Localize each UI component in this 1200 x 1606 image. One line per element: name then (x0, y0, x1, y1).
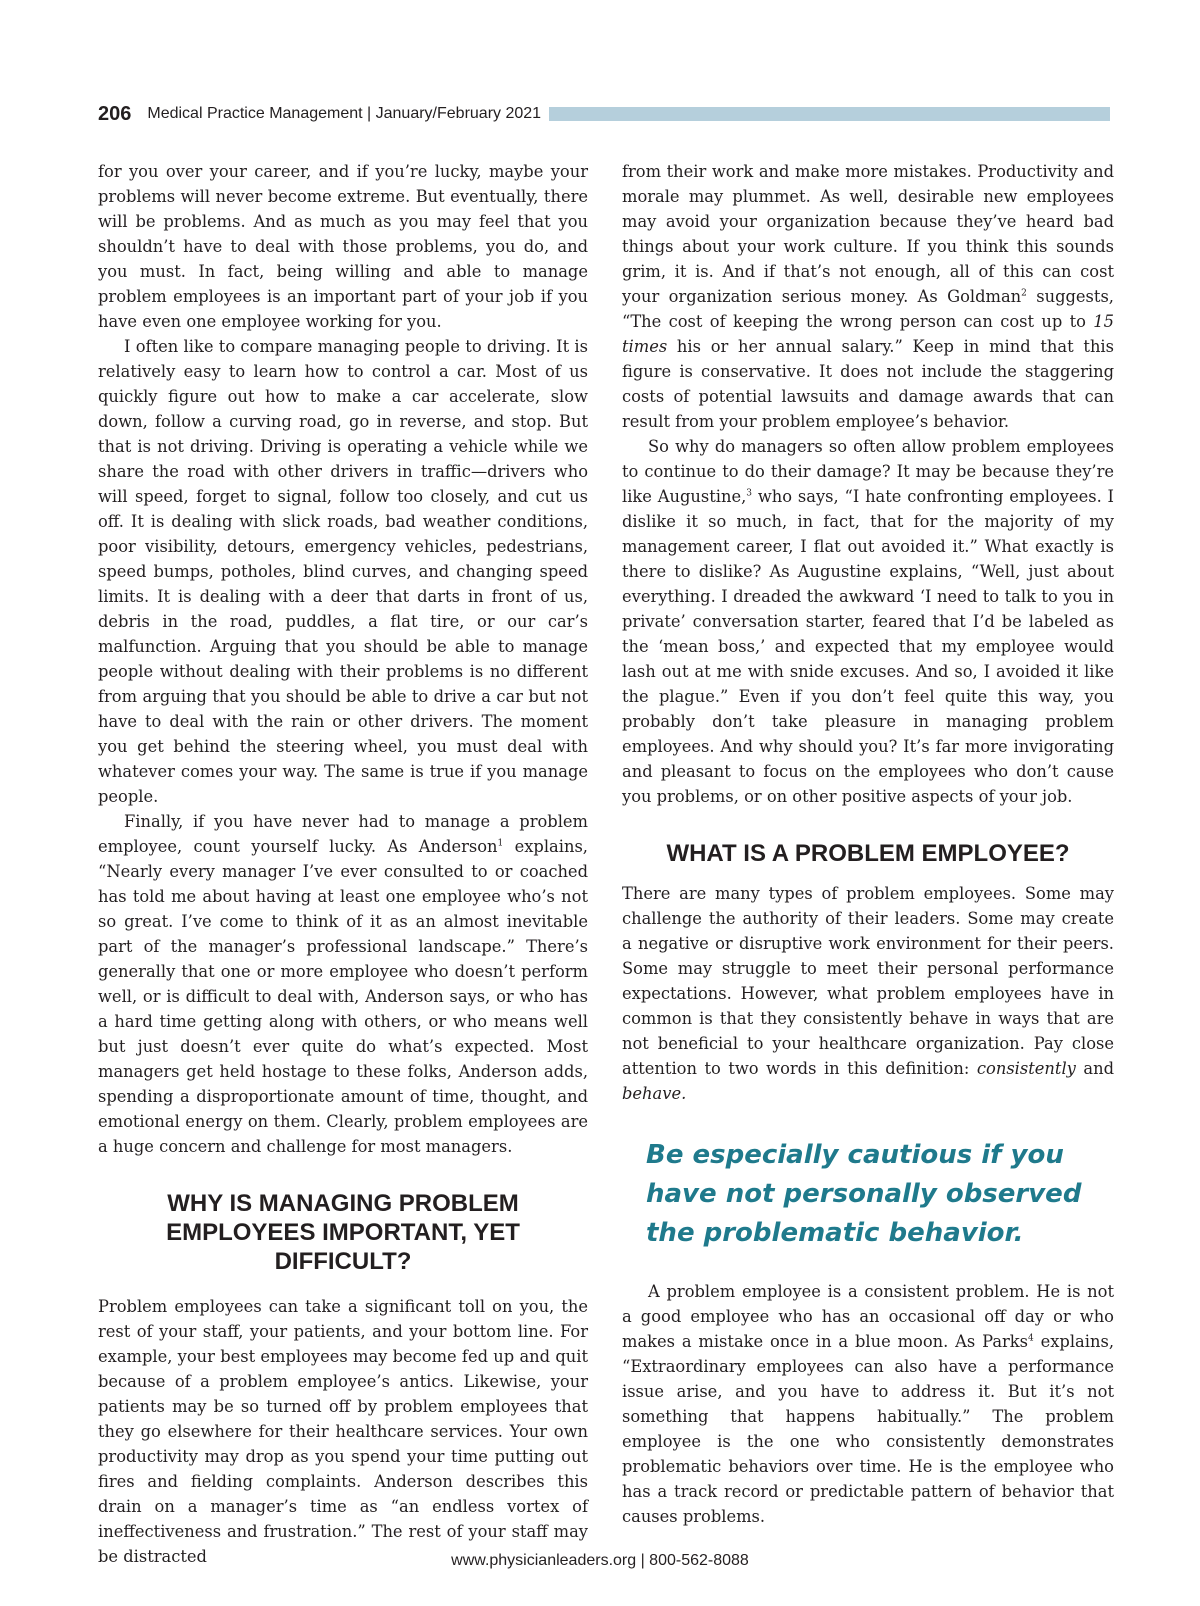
paragraph: from their work and make more mistakes. Productivity and morale may plummet. As well, desirable new employees may avoid your organization because they’ve heard bad things about your work culture. If you think this sounds grim, it is. And if that’s not enough, all of this can cost your organization serious money. As Goldman$^2$ suggests, “The cost of keeping the wrong person can cost up to 15 times his or her annual salary.” Keep in mind that this figure is conservative. It does not include the staggering costs of potential lawsuits and damage awards that can result from your problem employee’s behavior. (622, 162, 1114, 431)
left-column (98, 159, 588, 1569)
section-heading: WHAT IS A PROBLEM EMPLOYEE? (666, 840, 1070, 867)
citation-ref: 1 (497, 838, 504, 849)
paragraph: Problem employees can take a significant toll on you, the rest of your staff, your patients, and your bottom line. For example, your best employees may become fed up and quit because of a problem employee’s antics. Likewise, your patients may be so turned off by problem employees that they go elsewhere for their healthcare services. Your own productivity may drop as you spend your time putting out fires and fielding complaints. Anderson describes this drain on a manager’s time as “an endless vortex of ineffectiveness and frustration.” The rest of your staff may be distracted (98, 1297, 588, 1566)
page-header (98, 100, 1110, 128)
paragraph: A problem employee is a consistent problem. He is not a good employee who has an occasional off day or who makes a mistake once in a blue moon. As Parks$^4$ explains, “Extraordinary employees can also have a performance issue arise, and you have to address it. But it’s not something that happens habitually.” The problem employee is the one who consistently demonstrates problematic behaviors over time. He is the employee who has a track record or predictable pattern of behavior that causes problems. (622, 1282, 1114, 1526)
section-heading: WHY IS MANAGING PROBLEM EMPLOYEES IMPORTANT, YET DIFFICULT? (166, 1190, 520, 1275)
citation-ref: 2 (1021, 288, 1027, 299)
citation-ref: 4 (1028, 1333, 1034, 1344)
paragraph: Finally, if you have never had to manage a problem employee, count yourself lucky. As Anderson$^1$ explains, “Nearly every manager I’ve ever consulted to or coached has told me about having at least one employee who’s not so great. I’ve come to think of it as an almost inevitable part of the manager’s professional landscape.” There’s generally that one or more employee who doesn’t perform well, or is difficult to deal with, Anderson says, or who has a hard time getting along with others, or who means well but just doesn’t ever quite do what’s expected. Most managers get held hostage to these folks, Anderson adds, spending a disproportionate amount of time, thought, and emotional energy on them. Clearly, problem employees are a huge concern and challenge for most managers. (98, 812, 588, 1156)
paragraph: There are many types of problem employees. Some may challenge the authority of their leaders. Some may create a negative or disruptive work environment for their peers. Some may struggle to meet their personal performance expectations. However, what problem employees have in common is that they consistently behave in ways that are not beneficial to your healthcare organization. Pay close attention to two words in this definition: consistently and behave. (622, 884, 1114, 1103)
page-footer: www.physicianleaders.org | 800-562-8088 (451, 1552, 749, 1569)
header-bar (549, 107, 1110, 121)
paragraph: I often like to compare managing people to driving. It is relatively easy to learn how to control a car. Most of us quickly figure out how to make a car accelerate, slow down, follow a curving road, go in reverse, and stop. But that is not driving. Driving is operating a vehicle while we share the road with other drivers in traffic—drivers who will speed, forget to signal, follow too closely, and cut us off. It is dealing with slick roads, bad weather conditions, poor visibility, detours, emergency vehicles, pedestrians, speed bumps, potholes, blind curves, and changing speed limits. It is dealing with a deer that darts in front of us, debris in the road, puddles, a flat tire, or our car’s malfunction. Arguing that you should be able to manage people without dealing with their problems is no different from arguing that you should be able to drive a car but not have to deal with the rain or other drivers. The moment you get behind the steering wheel, you must deal with whatever comes your way. The same is true if you manage people. (98, 337, 588, 806)
paragraph: for you over your career, and if you’re lucky, maybe your problems will never become extreme. But eventually, there will be problems. And as much as you may feel that you shouldn’t have to deal with those problems, you do, and you must. In fact, being willing and able to manage problem employees is an important part of your job if you have even one employee working for you. (98, 162, 588, 331)
citation-ref: 3 (746, 488, 753, 499)
paragraph: So why do managers so often allow problem employees to continue to do their damage? It may be because they’re like Augustine,$^3$ who says, “I hate confronting employees. I dislike it so much, in fact, that for the majority of my management career, I flat out avoided it.” What exactly is there to dislike? As Augustine explains, “Well, just about everything. I dreaded the awkward ‘I need to talk to you in private’ conversation starter, feared that I’d be labeled as the ‘mean boss,’ and expected that my employee would lash out at me with snide excuses. And so, I avoided it like the plague.” Even if you don’t feel quite this way, you probably don’t take pleasure in managing problem employees. And why should you? It’s far more invigorating and pleasant to focus on the employees who don’t cause you problems, or on other positive aspects of your job. (622, 437, 1114, 806)
publication-title: Medical Practice Management | January/February 2021 (147, 105, 542, 122)
right-column (622, 159, 1114, 1529)
page-number: 206 (98, 102, 132, 125)
pull-quote: Be especially cautious if you have not personally observed the problematic behavior. (646, 1140, 1082, 1248)
